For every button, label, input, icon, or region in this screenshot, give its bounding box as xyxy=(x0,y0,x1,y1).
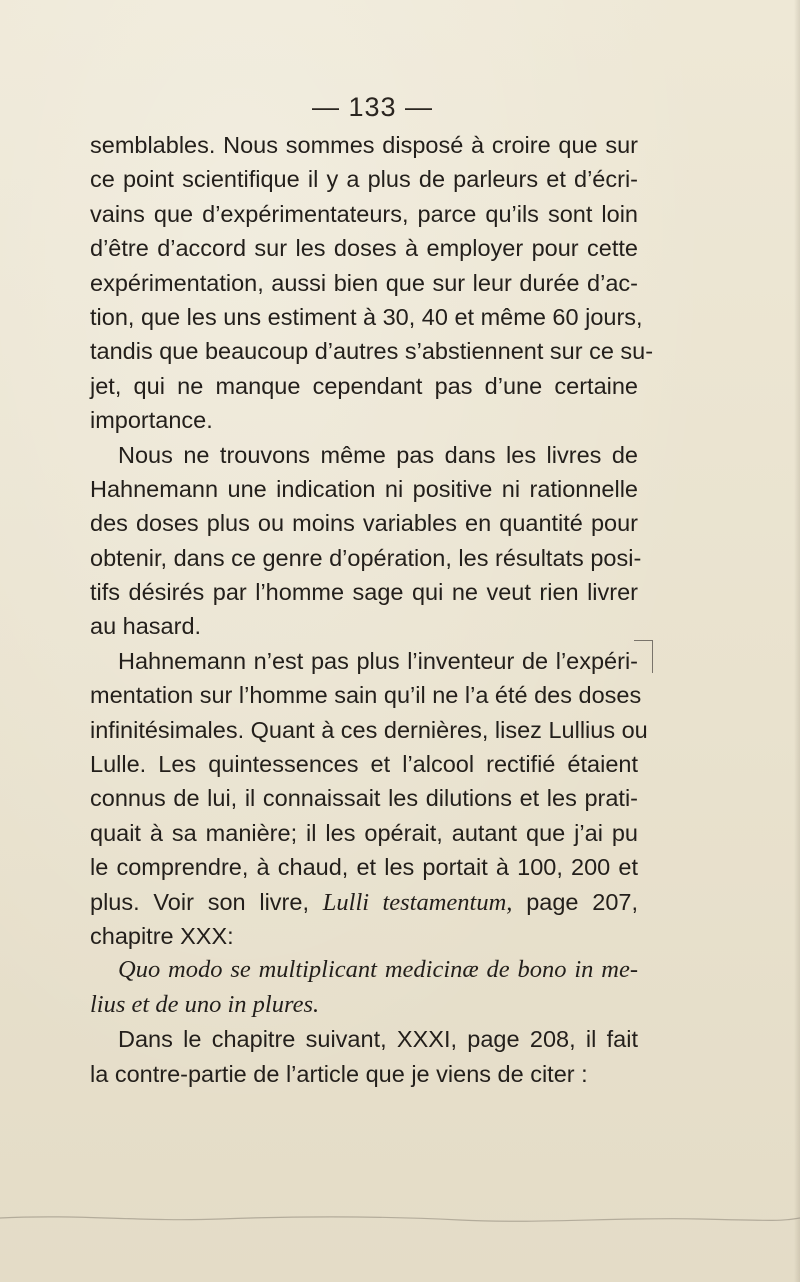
text-line: semblables. Nous sommes disposé à croire que sur xyxy=(90,132,638,158)
text-line: Hahnemann une indication ni positive ni rationnelle xyxy=(90,475,638,502)
text-line: Lulle. Les quintessences et l’alcool rectifié étaient xyxy=(90,751,638,778)
latin-quote-line: lius et de uno in plures. xyxy=(90,990,320,1018)
text-line: chapitre XXX: xyxy=(90,922,234,949)
text-line: Hahnemann n’est pas plus l’inventeur de l’expéri- xyxy=(118,647,638,674)
latin-quote-line: Quo modo se multiplicant medicinæ de bono in me- xyxy=(118,956,638,984)
text-line: expérimentation, aussi bien que sur leur durée d’ac- xyxy=(90,269,638,296)
text-line: Dans le chapitre suivant, XXXI, page 208, il fait xyxy=(118,1026,638,1053)
text-line: obtenir, dans ce genre d’opération, les résultats posi- xyxy=(90,544,642,571)
text-line: tion, que les uns estiment à 30, 40 et même 60 jours, xyxy=(90,303,643,330)
text-line: mentation sur l’homme sain qu’il ne l’a été des doses xyxy=(90,682,642,709)
text-line: importance. xyxy=(90,407,213,434)
text-line: ce point scientifique il y a plus de parleurs et d’écri- xyxy=(90,166,638,193)
page-edge-shadow xyxy=(794,0,800,1282)
text-line: quait à sa manière; il les opérait, autant que j’ai pu xyxy=(90,819,638,846)
text-line-mixed xyxy=(90,885,638,919)
text-line: tandis que beaucoup d’autres s’abstiennent sur ce su- xyxy=(90,338,654,365)
text-segment: page 207, xyxy=(526,888,639,915)
text-line: d’être d’accord sur les doses à employer pour cette xyxy=(90,235,638,262)
text-line: jet, qui ne manque cependant pas d’une certaine xyxy=(90,372,638,399)
text-line: tifs désirés par l’homme sage qui ne veut rien livrer xyxy=(90,579,638,606)
text-line: vains que d’expérimentateurs, parce qu’ils sont loin xyxy=(90,200,638,227)
text-line: connus de lui, il connaissait les dilutions et les prati- xyxy=(90,785,638,812)
page-number: — 133 — xyxy=(311,92,434,122)
page-body-text xyxy=(90,128,654,1091)
text-line: des doses plus ou moins variables en quantité pour xyxy=(90,510,638,537)
text-segment: plus. Voir son livre, xyxy=(90,888,309,915)
book-title: Lulli testamentum, xyxy=(322,888,513,916)
text-line: infinitésimales. Quant à ces dernières, lisez Lullius ou xyxy=(90,716,648,743)
text-line: le comprendre, à chaud, et les portait à 100, 200 et xyxy=(90,854,638,881)
bottom-edge-smudge xyxy=(0,1212,800,1226)
margin-bracket-mark xyxy=(634,640,653,673)
text-line: la contre-partie de l’article que je viens de citer : xyxy=(90,1060,588,1087)
text-line: au hasard. xyxy=(90,613,202,640)
text-line: Nous ne trouvons même pas dans les livres de xyxy=(118,441,638,468)
